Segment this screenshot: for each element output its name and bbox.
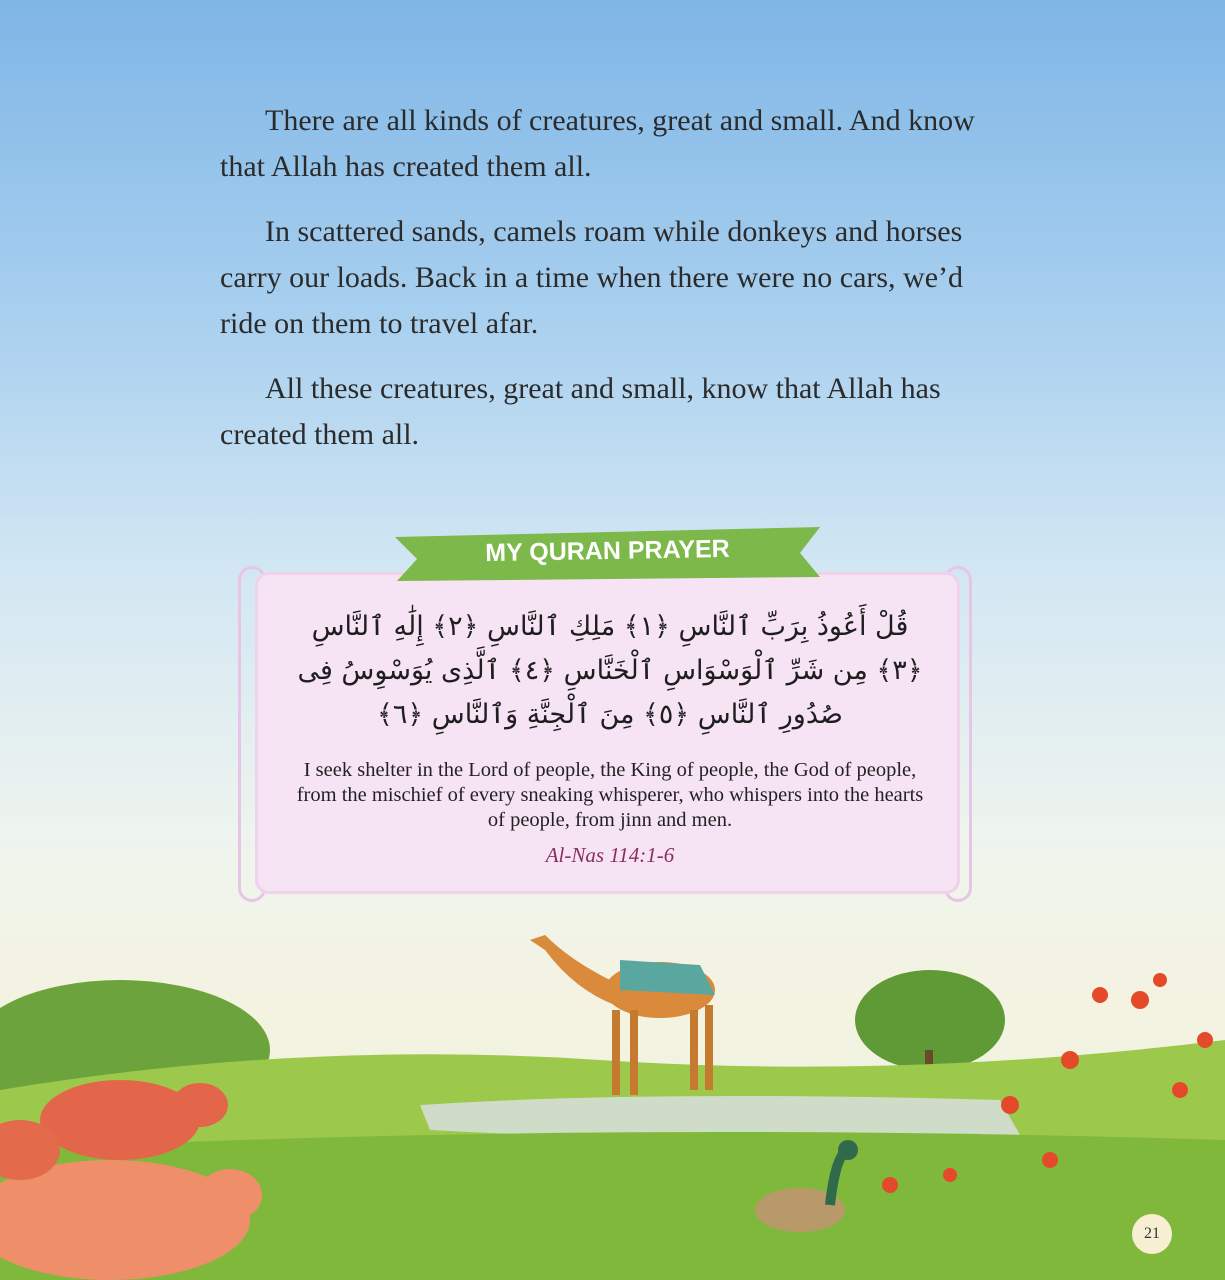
arabic-line: ﴿٣﴾ مِن شَرِّ ٱلْوَسْوَاسِ ٱلْخَنَّاسِ ﴿٤﴾ ٱلَّذِى يُوَسْوِسُ فِى	[297, 655, 923, 686]
translation: I seek shelter in the Lord of people, the King of people, the God of people, from the mischief of every sneaking whisperer, who whispers into the hearts of people, from jinn and men.	[296, 759, 924, 831]
arabic-verses	[290, 605, 930, 737]
banner-title: MY QURAN PRAYER	[485, 534, 730, 568]
landscape-illustration	[0, 920, 1225, 1280]
story-paragraph: In scattered sands, camels roam while donkeys and horses carry our loads. Back in a time when there were no cars, we’d ride on them to travel afar.	[220, 215, 964, 340]
story-text	[220, 98, 980, 477]
story-paragraph: All these creatures, great and small, know that Allah has created them all.	[220, 372, 941, 451]
page-number: 21	[1132, 1214, 1172, 1254]
arabic-line: قُلْ أَعُوذُ بِرَبِّ ٱلنَّاسِ ﴿١﴾ مَلِكِ ٱلنَّاسِ ﴿٢﴾ إِلَٰهِ ٱلنَّاسِ	[311, 611, 909, 642]
prayer-banner	[395, 523, 820, 581]
story-paragraph: There are all kinds of creatures, great and small. And know that Allah has created them all.	[220, 104, 975, 183]
arabic-line: صُدُورِ ٱلنَّاسِ ﴿٥﴾ مِنَ ٱلْجِنَّةِ وَٱلنَّاسِ ﴿٦﴾	[377, 699, 843, 730]
citation: Al-Nas 114:1-6	[545, 843, 675, 867]
